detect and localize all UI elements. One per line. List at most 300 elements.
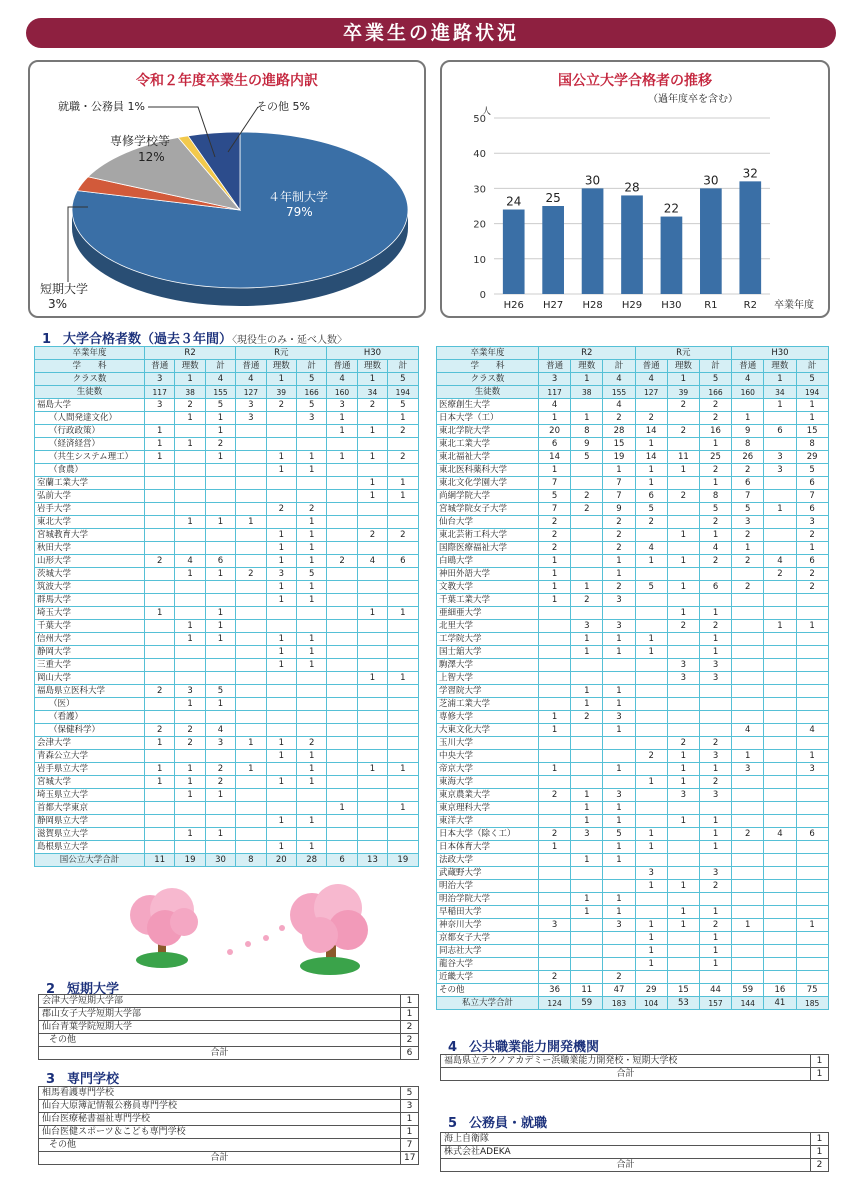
cell-value: 5 [296,399,326,412]
cell-value [266,724,296,737]
cell-value: 1 [635,477,667,490]
cell-value: 1 [266,646,296,659]
cell-value [732,633,764,646]
student-count: 194 [796,386,828,399]
cell-value [205,477,235,490]
table-row [35,776,419,789]
cell-value [175,529,205,542]
cell-value: 1 [635,646,667,659]
cell-value [175,451,205,464]
cell-value [296,477,326,490]
cell-value: 3 [796,516,828,529]
cell-value: 1 [635,776,667,789]
section2-heading: 2 短期大学 [46,982,120,997]
cell-value [327,568,357,581]
item-count: 1 [811,1055,829,1068]
cell-value: 2 [357,529,387,542]
header-row-class [35,373,419,386]
cell-value [327,828,357,841]
section4-heading: 4 公共職業能力開発機関 [448,1040,600,1055]
cell-value [357,685,387,698]
table-row [35,802,419,815]
cell-value [764,724,796,737]
cell-value: 1 [539,412,571,425]
cell-value: 6 [796,555,828,568]
cell-value: 1 [539,841,571,854]
univ-name: 埼玉大学 [35,607,145,620]
table-row [437,451,829,464]
item-name: 会津大学短期大学部 [39,995,401,1008]
cell-value: 1 [266,750,296,763]
cell-value [732,607,764,620]
cell-value [539,867,571,880]
table-row [35,711,419,724]
cell-value [635,399,667,412]
gakka-header: 理数 [266,360,296,373]
cell-value: 3 [699,672,731,685]
class-count: 1 [764,373,796,386]
cell-value: 1 [571,802,603,815]
cell-value: 1 [145,776,175,789]
cell-value [388,633,418,646]
cell-value [603,672,635,685]
univ-name: 尚絅学院大学 [437,490,539,503]
cell-value [635,711,667,724]
cell-value [539,633,571,646]
cell-value: 1 [296,646,326,659]
cell-value: 1 [732,750,764,763]
cell-value [388,724,418,737]
univ-name: 東北学院大学 [437,425,539,438]
cell-value [357,724,387,737]
table-row [35,789,419,802]
bar [542,206,564,294]
x-axis-label: 卒業年度 [774,300,814,311]
cell-value: 1 [667,750,699,763]
cell-value [388,828,418,841]
cell-value [388,542,418,555]
cell-value: 6 [388,555,418,568]
cell-value: 5 [796,464,828,477]
cell-value [667,945,699,958]
class-count: 4 [603,373,635,386]
table-row [35,763,419,776]
cell-value: 14 [635,425,667,438]
cell-value: 2 [266,503,296,516]
cell-value [635,971,667,984]
cell-value: 6 [732,477,764,490]
cell-value [667,516,699,529]
cell-value [764,763,796,776]
cell-value: 1 [539,464,571,477]
cell-value: 1 [732,542,764,555]
cell-value: 1 [571,646,603,659]
bar-value-label: 24 [506,194,522,209]
cell-value [266,763,296,776]
cell-value [764,711,796,724]
cell-value: 1 [603,841,635,854]
cell-value [327,815,357,828]
table-row [437,776,829,789]
cell-value: 5 [205,685,235,698]
cell-value [539,802,571,815]
cell-value [764,529,796,542]
cell-value [764,893,796,906]
cell-value [266,789,296,802]
cell-value: 1 [603,893,635,906]
pie-chart-title: 令和２年度卒業生の進路内訳 [136,73,318,89]
total-value: 59 [571,997,603,1010]
cell-value: 1 [205,633,235,646]
cell-value [732,698,764,711]
item-name: 相馬看護専門学校 [39,1087,401,1100]
section3-heading: 3 専門学校 [46,1072,120,1087]
cell-value: 1 [635,880,667,893]
cell-value: 1 [699,633,731,646]
cell-value [145,503,175,516]
cell-value: 2 [327,555,357,568]
univ-name: 東京農業大学 [437,789,539,802]
cell-value [667,503,699,516]
class-count: 4 [732,373,764,386]
cell-value: 2 [205,438,235,451]
cell-value: 1 [539,763,571,776]
total-row [441,1159,829,1172]
cell-value: 1 [175,698,205,711]
cell-value: 1 [145,737,175,750]
cell-value: 19 [603,451,635,464]
cell-value: 1 [296,555,326,568]
cell-value [571,776,603,789]
cell-value [571,529,603,542]
cell-value: 6 [796,477,828,490]
cell-value [205,594,235,607]
cell-value [571,542,603,555]
cell-value: 4 [796,724,828,737]
cell-value: 1 [571,412,603,425]
year-header: R2 [539,347,636,360]
cell-value [732,867,764,880]
cell-value [667,828,699,841]
table-row [437,906,829,919]
univ-name: 明治学院大学 [437,893,539,906]
cell-value: 1 [205,789,235,802]
total-value: 104 [635,997,667,1010]
cell-value: 5 [732,503,764,516]
cell-value: 1 [667,906,699,919]
cell-value: 1 [699,477,731,490]
cell-value: 11 [667,451,699,464]
univ-name: 福島大学 [35,399,145,412]
table-row [437,477,829,490]
univ-name: 静岡大学 [35,646,145,659]
univ-name: 文教大学 [437,581,539,594]
cell-value [796,698,828,711]
cell-value [635,568,667,581]
cell-value: 1 [296,451,326,464]
univ-name: 龍谷大学 [437,958,539,971]
cell-value: 1 [175,789,205,802]
univ-name: 神田外語大学 [437,568,539,581]
cell-value [145,581,175,594]
cell-value: 2 [603,412,635,425]
cell-value: 1 [667,555,699,568]
cell-value [205,542,235,555]
cell-value: 2 [699,880,731,893]
cell-value: 1 [796,750,828,763]
cell-value: 2 [388,451,418,464]
cell-value: 2 [145,555,175,568]
cell-value [296,672,326,685]
sakura-tree-left [130,888,198,968]
cell-value: 2 [539,789,571,802]
cell-value [388,438,418,451]
cell-value [635,607,667,620]
cell-value [205,711,235,724]
cell-value [327,659,357,672]
item-count: 1 [401,1126,419,1139]
cell-value [539,620,571,633]
junior-college-table [38,994,419,1060]
cell-value [175,646,205,659]
cell-value [327,698,357,711]
cell-value: 1 [357,607,387,620]
table-row [35,646,419,659]
cell-value [357,750,387,763]
gakka-header: 理数 [175,360,205,373]
cell-value [266,438,296,451]
cell-value: 36 [539,984,571,997]
cell-value: 5 [571,451,603,464]
cell-value: 1 [145,607,175,620]
table-row [437,503,829,516]
total-value: 17 [401,1152,419,1165]
cell-value: 1 [145,438,175,451]
cell-value: 8 [732,438,764,451]
cell-value [236,711,266,724]
cell-value [388,581,418,594]
cell-value: 7 [732,490,764,503]
cell-value [205,659,235,672]
univ-name: 岩手県立大学 [35,763,145,776]
total-value: 20 [266,854,296,867]
cell-value: 1 [667,464,699,477]
total-value: 144 [732,997,764,1010]
cell-value [327,672,357,685]
pie-label-univ-pct: 79% [286,205,313,219]
cell-value [388,659,418,672]
cell-value [327,503,357,516]
cell-value [764,672,796,685]
total-value: 19 [175,854,205,867]
cell-value [145,464,175,477]
cell-value [732,711,764,724]
cell-value: 1 [539,711,571,724]
cell-value: 1 [296,633,326,646]
cell-value: 1 [296,529,326,542]
cell-value [145,568,175,581]
item-count: 7 [401,1139,419,1152]
cell-value: 1 [796,620,828,633]
total-row [441,1068,829,1081]
cell-value [571,659,603,672]
cell-value: 2 [667,425,699,438]
cell-value [732,672,764,685]
cell-value: 26 [732,451,764,464]
table-row [437,698,829,711]
cell-value [571,932,603,945]
cell-value: 1 [603,555,635,568]
cell-value: 1 [732,919,764,932]
univ-name: 福島県立医科大学 [35,685,145,698]
cell-value [145,529,175,542]
list-item [39,1008,419,1021]
cell-value: 1 [603,633,635,646]
class-count: 4 [205,373,235,386]
cell-value: 1 [571,685,603,698]
cell-value [796,815,828,828]
cell-value: 2 [732,555,764,568]
cell-value: 4 [603,399,635,412]
univ-name: 宮城教育大学 [35,529,145,542]
class-count: 5 [296,373,326,386]
univ-name: 千葉大学 [35,620,145,633]
univ-name: 秋田大学 [35,542,145,555]
cell-value: 2 [796,568,828,581]
table-row [437,672,829,685]
cell-value [764,685,796,698]
cell-value: 1 [357,763,387,776]
cell-value: 1 [635,828,667,841]
cell-value [357,438,387,451]
cell-value [236,828,266,841]
cell-value: 29 [796,451,828,464]
table-row [35,620,419,633]
cell-value: 2 [539,529,571,542]
cell-value [175,841,205,854]
cell-value: 1 [603,854,635,867]
cell-value: 6 [796,828,828,841]
cell-value [571,958,603,971]
cell-value: 2 [732,828,764,841]
student-count: 117 [539,386,571,399]
table-row [437,880,829,893]
cell-value [571,737,603,750]
cell-value [764,438,796,451]
cell-value: 1 [699,841,731,854]
cell-value [296,438,326,451]
cell-value: 2 [357,399,387,412]
item-count: 1 [401,995,419,1008]
total-value: 53 [667,997,699,1010]
cell-value [667,412,699,425]
student-count: 39 [667,386,699,399]
cell-value [236,633,266,646]
cell-value [635,698,667,711]
header-row-gakka [35,360,419,373]
cell-value [145,789,175,802]
cell-value [266,698,296,711]
cell-value: 1 [603,802,635,815]
cell-value: 8 [571,425,603,438]
cell-value: 1 [205,516,235,529]
year-label: 卒業年度 [35,347,145,360]
cell-value [732,906,764,919]
cell-value [699,711,731,724]
cell-value [205,802,235,815]
class-count: 3 [145,373,175,386]
cell-value: 3 [539,919,571,932]
cell-value: 1 [764,399,796,412]
cell-value: 3 [699,789,731,802]
cell-value: 2 [603,581,635,594]
cell-value: 3 [699,659,731,672]
class-count: 1 [175,373,205,386]
cell-value: 2 [667,490,699,503]
cell-value [236,646,266,659]
univ-name: 玉川大学 [437,737,539,750]
cell-value [571,672,603,685]
cell-value [732,958,764,971]
list-item [39,1021,419,1034]
univ-name: 上智大学 [437,672,539,685]
cell-value: 6 [539,438,571,451]
univ-name: 日本体育大学 [437,841,539,854]
cell-value: 2 [764,568,796,581]
class-count: 1 [571,373,603,386]
cell-value: 1 [327,425,357,438]
table-row [35,815,419,828]
cell-value [236,477,266,490]
cell-value [327,542,357,555]
cell-value: 1 [205,607,235,620]
univ-name: 筑波大学 [35,581,145,594]
list-item [39,1113,419,1126]
cell-value: 2 [603,529,635,542]
student-count: 34 [764,386,796,399]
cell-value [667,893,699,906]
cell-value: 3 [571,620,603,633]
cell-value [732,620,764,633]
item-name: 仙台大原簿記情報公務員専門学校 [39,1100,401,1113]
bar [661,217,683,294]
cell-value [603,737,635,750]
cell-value: 7 [539,477,571,490]
cell-value: 2 [266,399,296,412]
cell-value: 3 [764,464,796,477]
cell-value: 2 [571,711,603,724]
bar-value-label: 22 [663,201,680,216]
cell-value [571,919,603,932]
pie-chart-panel [28,60,426,318]
gakka-header: 計 [603,360,635,373]
cell-value [236,724,266,737]
x-tick-label: H30 [661,300,682,311]
cell-value: 1 [357,490,387,503]
student-count: 160 [327,386,357,399]
item-count: 2 [401,1021,419,1034]
cell-value: 2 [603,971,635,984]
cell-value: 1 [175,568,205,581]
cell-value [175,672,205,685]
total-value: 8 [236,854,266,867]
cell-value [732,854,764,867]
cell-value [635,724,667,737]
cell-value: 2 [175,724,205,737]
total-value: 6 [327,854,357,867]
pie-label-univ-name: ４年制大学 [268,190,329,204]
private-univ-table [436,346,829,1010]
